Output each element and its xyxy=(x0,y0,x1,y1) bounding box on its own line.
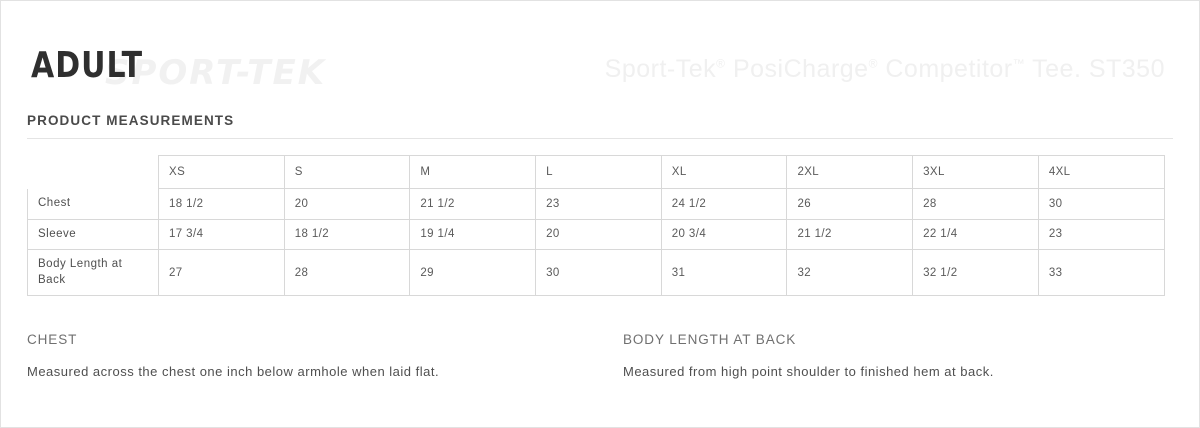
table-row xyxy=(28,250,1165,296)
cell-body-length-3xl: 32 1/2 xyxy=(913,250,1039,296)
column-header-s: S xyxy=(284,156,410,189)
column-header-xs: XS xyxy=(159,156,285,189)
cell-chest-s: 20 xyxy=(284,189,410,220)
cell-body-length-4xl: 33 xyxy=(1038,250,1164,296)
page-title: ADULT xyxy=(31,45,144,87)
product-watermark-mid: PosiCharge xyxy=(725,55,869,83)
note-body-length-title: BODY LENGTH AT BACK xyxy=(623,332,797,348)
cell-body-length-2xl: 32 xyxy=(787,250,913,296)
cell-sleeve-4xl: 23 xyxy=(1038,219,1164,250)
cell-chest-4xl: 30 xyxy=(1038,189,1164,220)
cell-sleeve-2xl: 21 1/2 xyxy=(787,219,913,250)
page-header xyxy=(27,17,1173,93)
cell-sleeve-s: 18 1/2 xyxy=(284,219,410,250)
cell-sleeve-m: 19 1/4 xyxy=(410,219,536,250)
column-header-4xl: 4XL xyxy=(1038,156,1164,189)
column-header-3xl: 3XL xyxy=(913,156,1039,189)
note-chest xyxy=(27,332,600,379)
cell-chest-l: 23 xyxy=(536,189,662,220)
column-header-l: L xyxy=(536,156,662,189)
row-label-body-length-at-back: Body Length at Back xyxy=(28,250,159,296)
cell-body-length-xs: 27 xyxy=(159,250,285,296)
column-header-m: M xyxy=(410,156,536,189)
product-watermark-mid2: Competitor xyxy=(877,55,1013,83)
registered-mark-1: ® xyxy=(716,56,726,71)
cell-sleeve-xl: 20 3/4 xyxy=(661,219,787,250)
column-header-xl: XL xyxy=(661,156,787,189)
column-header-2xl: 2XL xyxy=(787,156,913,189)
note-chest-text: Measured across the chest one inch below armhole when laid flat. xyxy=(27,364,440,380)
cell-body-length-l: 30 xyxy=(536,250,662,296)
table-row xyxy=(28,189,1165,220)
cell-body-length-xl: 31 xyxy=(661,250,787,296)
cell-chest-xl: 24 1/2 xyxy=(661,189,787,220)
brand-watermark: SPORT-TEK xyxy=(105,53,327,93)
row-label-chest: Chest xyxy=(28,189,159,220)
cell-body-length-s: 28 xyxy=(284,250,410,296)
product-watermark-pre: Sport-Tek xyxy=(604,55,717,83)
cell-chest-xs: 18 1/2 xyxy=(159,189,285,220)
product-name-watermark xyxy=(605,55,1165,84)
cell-chest-2xl: 26 xyxy=(787,189,913,220)
section-divider xyxy=(27,138,1173,139)
cell-chest-m: 21 1/2 xyxy=(410,189,536,220)
table-header-row xyxy=(28,156,1165,189)
cell-sleeve-xs: 17 3/4 xyxy=(159,219,285,250)
registered-mark-2: ® xyxy=(868,56,878,71)
product-watermark-post: Tee. ST350 xyxy=(1025,55,1165,83)
note-body-length-text: Measured from high point shoulder to finished hem at back. xyxy=(623,364,994,380)
table-corner-cell xyxy=(28,156,159,189)
note-body-length xyxy=(600,332,1173,379)
measurement-notes xyxy=(27,332,1173,379)
row-label-sleeve: Sleeve xyxy=(28,219,159,250)
measurements-table-wrap xyxy=(27,155,1173,296)
section-title: PRODUCT MEASUREMENTS xyxy=(27,113,235,128)
trademark-mark: ™ xyxy=(1012,56,1026,71)
cell-chest-3xl: 28 xyxy=(913,189,1039,220)
note-chest-title: CHEST xyxy=(27,332,78,348)
cell-body-length-m: 29 xyxy=(410,250,536,296)
cell-sleeve-3xl: 22 1/4 xyxy=(913,219,1039,250)
table-row xyxy=(28,219,1165,250)
cell-sleeve-l: 20 xyxy=(536,219,662,250)
measurements-table xyxy=(27,155,1165,296)
